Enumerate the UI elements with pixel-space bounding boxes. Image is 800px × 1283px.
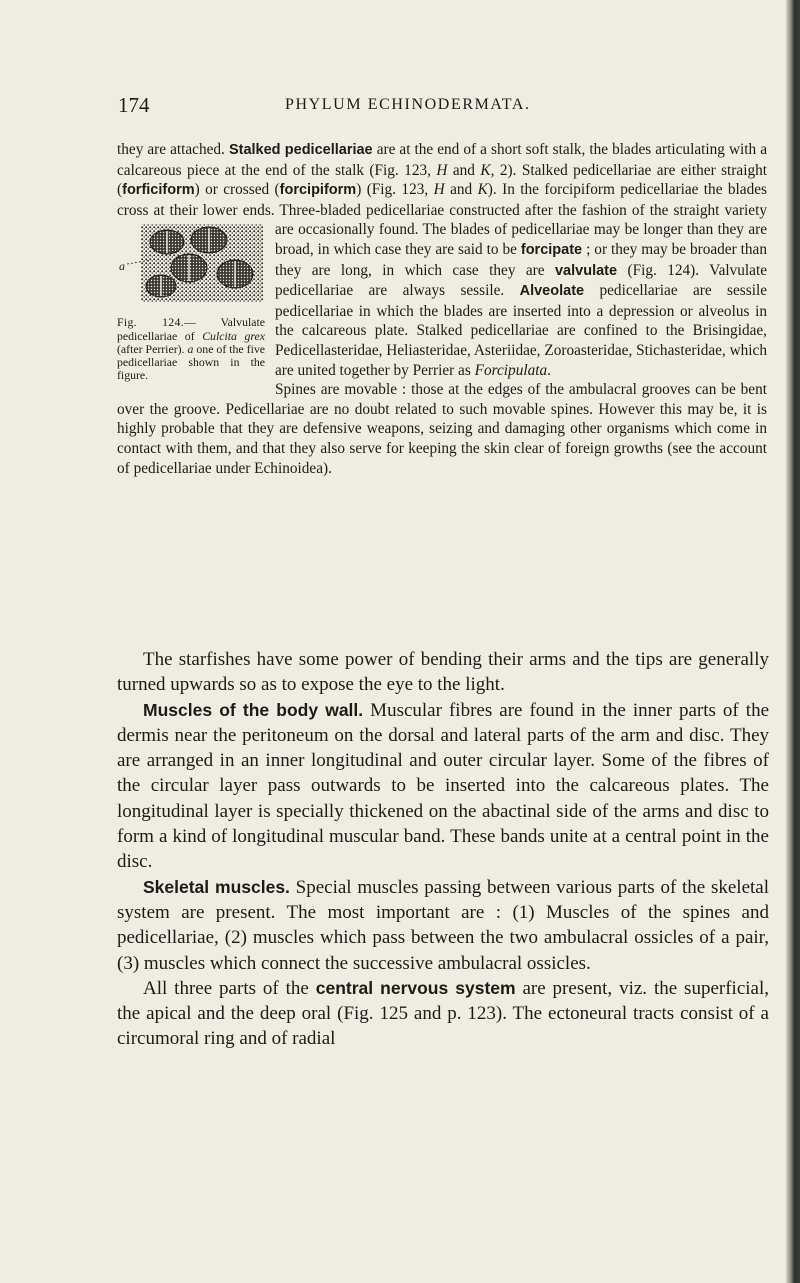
- paragraph-body-wall-muscles: [117, 698, 769, 875]
- running-head: PHYLUM ECHINODERMATA.: [285, 96, 531, 113]
- figure-label-a: a: [119, 259, 125, 274]
- paragraph-stalked-pedicellariae: [117, 140, 768, 383]
- book-edge-shadow: [786, 0, 800, 1283]
- page-header: [118, 93, 768, 117]
- term-central-nervous-system: central nervous system: [315, 977, 516, 998]
- heading-skeletal-muscles: Skeletal muscles.: [143, 876, 290, 897]
- text-span: .: [547, 361, 551, 379]
- caption-species: Culcita grex: [202, 328, 265, 343]
- figure-ref-letter: K: [480, 161, 491, 179]
- main-text-section: [117, 647, 769, 1052]
- term-alveolate: Alveolate: [519, 283, 585, 300]
- caption-lead: Fig. 124.: [117, 315, 184, 330]
- caption-text: — Valvulate pedicellariae of: [117, 315, 265, 343]
- page-number: 174: [118, 93, 150, 117]
- heading-body-wall-muscles: Muscles of the body wall.: [143, 699, 364, 720]
- text-span: they are attached.: [117, 141, 229, 158]
- figure-caption: [117, 316, 265, 382]
- paragraph-starfish-bending: The starfishes have some power of bending their arms and the tips are generally turned upwards so as to expose the eye to the light.: [117, 649, 769, 696]
- text-span: Special muscles passing between various parts of the skeletal system are present. The most important are : (1) Muscles of the spines and pedicellariae, (2) muscles which pass between the two ambulacral ossicles of a pair, (3) muscles which connect the successive ambulacral ossicles.: [117, 876, 769, 974]
- text-span: All three parts of the: [143, 977, 316, 999]
- caption-text: (after Perrier).: [117, 341, 188, 356]
- figure-124: [117, 222, 265, 382]
- term-valvulate: valvulate: [554, 262, 618, 279]
- text-span: are at the end of a short soft stalk, the blades articulating with a calcareous piece at the end of the stalk (Fig. 123,: [117, 141, 767, 179]
- text-span: Muscular fibres are found in the inner parts of the dermis near the peritoneum on the dorsal and lateral parts of the arm and disc. They are arranged in an inner longitudinal and outer circular layer. Some of the fibres of the circular layer pass outwards to be inserted into the calcareous plates. The longitudinal layer is specially thickened on the abactinal side of the arms and disc to form a kind of longitudinal muscular band. These bands unite at a central point in the disc.: [117, 699, 769, 873]
- figure-ref-letter: K: [477, 181, 488, 199]
- text-span: and: [447, 161, 481, 179]
- text-span: ) or crossed (: [194, 181, 280, 199]
- text-span: ) (Fig. 123,: [356, 181, 434, 199]
- paragraph-skeletal-muscles: [117, 875, 769, 976]
- figure-ref-letter: H: [436, 161, 448, 179]
- term-forficiform: forficiform: [122, 182, 195, 199]
- text-span: occasionally found. The blades of pedicellariae may be longer than they are broad, in which case they are said to be: [275, 221, 768, 258]
- valvulate-pedicellariae-drawing: [117, 222, 265, 304]
- paragraph-spines: Spines are movable : those at the edges of the ambulacral grooves can be bent over the groove. Pedicellariae are no doubt related to such movable spines. However this may be, it is highly probable that they are defensive weapons, seizing and damaging other organisms which come in contact with them, and that they also serve for keeping the skin clear of foreign growths (see the account of pedicellariae under Echinoidea).: [117, 381, 767, 477]
- figure-illustration: [117, 222, 265, 304]
- text-span: pedicellariae are sessile pedicellariae in which the blades are inserted into a depression or alveolus in the calcareous plate. Stalked pedicellariae are confined to the Brisingidae, Pedicellasteridae, Heliasteridae, Asteriidae, Zoroasteridae, Stichasteridae, which are united together by Perrier as: [275, 282, 767, 379]
- caption-letter: a: [187, 341, 194, 356]
- term-forcipiform: forcipiform: [279, 182, 357, 199]
- text-span: ; or they may be broader than they are long, in which case they are: [275, 240, 767, 279]
- text-span: and: [444, 181, 478, 199]
- term-stalked-pedicellariae: Stalked pedicellariae: [228, 142, 373, 158]
- text-span: ). In the forcipiform pedicellariae the blades cross at their lower ends. Three-bladed pedicellariae constructed after the fashion of the straight variety are: [117, 181, 767, 239]
- text-span: , 2). Stalked pedicellariae are either straight (: [117, 161, 767, 199]
- paragraph-nervous-system: [117, 976, 769, 1052]
- text-span: (Fig. 124). Valvulate pedicellariae are always sessile.: [275, 261, 767, 300]
- small-print-section: [117, 140, 767, 478]
- caption-text: one of the five pedicellariae shown in the figure.: [117, 341, 265, 383]
- term-forcipulata: Forcipulata: [474, 361, 548, 379]
- term-forcipate: forcipate: [520, 241, 583, 258]
- text-span: are present, viz. the superficial, the apical and the deep oral (Fig. 125 and p. 123). The ectoneural tracts consist of a circumoral ring and of radial: [117, 977, 769, 1050]
- figure-ref-letter: H: [433, 181, 445, 199]
